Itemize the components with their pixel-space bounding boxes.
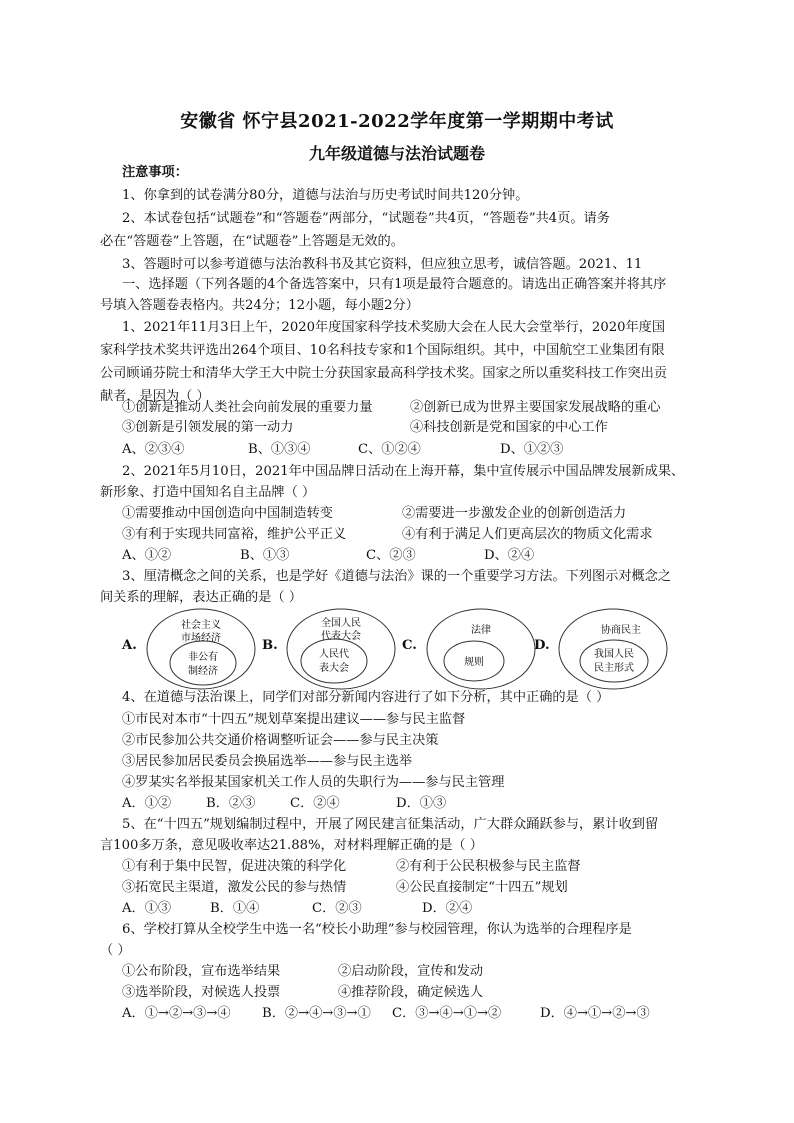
notice-item: 2、本试卷包括“试题卷”和“答题卷”两部分，“试题卷”共4页，“答题卷”共4页。请务 bbox=[122, 211, 610, 226]
notice-item: 3、答题时可以参考道德与法治教科书及其它资料，但应独立思考，诚信答题。2021、11 bbox=[122, 257, 643, 272]
concept-diagrams bbox=[100, 606, 700, 692]
question-stem: 家科学技术奖共评选出264个项目、10名科技专家和1个国际组织。其中，中国航空工业集团有限 bbox=[100, 343, 665, 358]
notice-item: 必在“答题卷”上答题，在“试题卷”上答题是无效的。 bbox=[100, 234, 404, 249]
exam-subtitle: 九年级道德与法治试题卷 bbox=[308, 144, 485, 163]
statement: ④有利于满足人们更高层次的物质文化需求 bbox=[402, 527, 653, 542]
statement: ①有利于集中民智，促进决策的科学化 bbox=[122, 859, 347, 874]
question-stem: 4、在道德与法治课上，同学们对部分新闻内容进行了如下分析，其中正确的是（ ） bbox=[122, 690, 610, 705]
diagram-label: D. bbox=[534, 638, 550, 653]
outer-label: 协商民主 bbox=[601, 625, 641, 636]
statement: ②创新已成为世界主要国家发展战略的重心 bbox=[410, 400, 661, 415]
statement: ②市民参加公共交通价格调整听证会——参与民主决策 bbox=[122, 733, 439, 748]
question-stem: 间关系的理解，表达正确的是（ ） bbox=[100, 590, 303, 605]
answer-option: A．①→②→③→④ bbox=[122, 1006, 231, 1021]
statement: ①公布阶段，宣布选举结果 bbox=[122, 964, 281, 979]
inner-label: 我国人民 bbox=[594, 649, 634, 660]
statement: ②需要进一步激发企业的创新创造活力 bbox=[402, 506, 627, 521]
answer-option: C．③→④→①→② bbox=[392, 1006, 502, 1021]
answer-option: D．②④ bbox=[422, 901, 473, 916]
answer-option: D、①②③ bbox=[500, 442, 564, 457]
answer-option: B．①④ bbox=[210, 901, 260, 916]
outer-label: 社会主义 bbox=[181, 620, 221, 631]
answer-option: A．①③ bbox=[122, 901, 172, 916]
question-stem: 新形象、打造中国知名自主品牌（ ） bbox=[100, 485, 316, 500]
inner-label: 规则 bbox=[464, 657, 484, 668]
outer-label: 法律 bbox=[471, 625, 491, 636]
section-instructions: 一、选择题（下列各题的4个备选答案中，只有1项是最符合题意的。请选出正确答案并将其序 bbox=[122, 277, 667, 292]
statement: ①市民对本市“十四五”规划草案提出建议——参与民主监督 bbox=[122, 712, 466, 727]
notice-item: 1、你拿到的试卷满分80分，道德与法治与历史考试时间共120分钟。 bbox=[122, 188, 529, 203]
diagram-label: A. bbox=[122, 638, 137, 653]
statement: ③拓宽民主渠道，激发公民的参与热情 bbox=[122, 880, 347, 895]
inner-label: 非公有 bbox=[188, 652, 218, 663]
venn-diagram-c bbox=[424, 606, 538, 692]
notice-heading: 注意事项： bbox=[122, 165, 188, 180]
answer-option: C．②③ bbox=[312, 901, 362, 916]
diagram-label: B. bbox=[262, 638, 278, 653]
statement: ④罗某实名举报某国家机关工作人员的失职行为——参与民主管理 bbox=[122, 775, 505, 790]
statement: ②有利于公民积极参与民主监督 bbox=[396, 859, 581, 874]
answer-option: C、①②④ bbox=[358, 442, 421, 457]
outer-label: 全国人民 bbox=[321, 618, 361, 629]
answer-option: C、②③ bbox=[366, 548, 416, 563]
statement: ③居民参加居民委员会换届选举——参与民主选举 bbox=[122, 754, 413, 769]
inner-label: 制经济 bbox=[188, 666, 218, 677]
question-stem: 1、2021年11月3日上午，2020年度国家科学技术奖励大会在人民大会堂举行，2020年度国 bbox=[122, 320, 666, 335]
question-stem: 6、学校打算从全校学生中选一名“校长小助理”参与校园管理，你认为选举的合理程序是 bbox=[122, 922, 632, 937]
venn-diagram-b bbox=[284, 606, 398, 692]
question-stem: （ ） bbox=[100, 943, 131, 958]
section-instructions: 号填入答题卷表格内。共24分；12小题，每小题2分） bbox=[100, 298, 419, 313]
statement: ④公民直接制定“十四五”规划 bbox=[396, 880, 568, 895]
statement: ①需要推动中国创造向中国制造转变 bbox=[122, 506, 333, 521]
outer-label: 代表大会 bbox=[321, 631, 361, 642]
outer-label: 市场经济 bbox=[181, 633, 221, 644]
venn-diagram-a bbox=[144, 606, 258, 692]
answer-option: B．②③ bbox=[206, 796, 256, 811]
question-stem: 言100多万条，意见吸收率达21.88%，对材料理解正确的是（ ） bbox=[100, 838, 483, 853]
answer-option: D、②④ bbox=[484, 548, 535, 563]
exam-title: 安徽省 怀宁县2021-2022学年度第一学期期中考试 bbox=[180, 111, 614, 132]
question-stem: 公司顾诵芬院士和清华大学王大中院士分获国家最高科学技术奖。国家之所以重奖科技工作突出贡 bbox=[100, 366, 668, 381]
statement: ④科技创新是党和国家的中心工作 bbox=[410, 420, 608, 435]
answer-option: D．④→①→②→③ bbox=[540, 1006, 650, 1021]
statement: ①创新是推动人类社会向前发展的重要力量 bbox=[122, 400, 373, 415]
statement: ③有利于实现共同富裕，维护公平正义 bbox=[122, 527, 347, 542]
question-stem: 2、2021年5月10日，2021年中国品牌日活动在上海开幕，集中宣传展示中国品牌发展新成果、 bbox=[122, 464, 685, 479]
answer-option: C．②④ bbox=[290, 796, 340, 811]
venn-diagram-d bbox=[556, 606, 670, 692]
answer-option: D．①③ bbox=[396, 796, 447, 811]
question-stem: 3、厘清概念之间的关系，也是学好《道德与法治》课的一个重要学习方法。下列图示对概念之 bbox=[122, 569, 672, 584]
statement: ③选举阶段，对候选人投票 bbox=[122, 985, 281, 1000]
question-stem: 5、在“十四五”规划编制过程中，开展了网民建言征集活动，广大群众踊跃参与，累计收到留 bbox=[122, 817, 659, 832]
answer-option: A、②③④ bbox=[122, 442, 185, 457]
answer-option: B、①③④ bbox=[248, 442, 311, 457]
diagram-label: C. bbox=[402, 638, 417, 653]
inner-label: 表大会 bbox=[319, 663, 349, 674]
statement: ③创新是引领发展的第一动力 bbox=[122, 420, 294, 435]
answer-option: A、①② bbox=[122, 548, 172, 563]
answer-option: A．①② bbox=[122, 796, 172, 811]
inner-label: 人民代 bbox=[319, 649, 349, 660]
question-stem: 献者，是因为（ ） bbox=[100, 389, 210, 404]
answer-option: B．②→④→③→① bbox=[262, 1006, 371, 1021]
statement: ④推荐阶段，确定候选人 bbox=[338, 985, 484, 1000]
inner-label: 民主形式 bbox=[594, 663, 634, 674]
statement: ②启动阶段，宣传和发动 bbox=[338, 964, 484, 979]
answer-option: B、①③ bbox=[240, 548, 290, 563]
